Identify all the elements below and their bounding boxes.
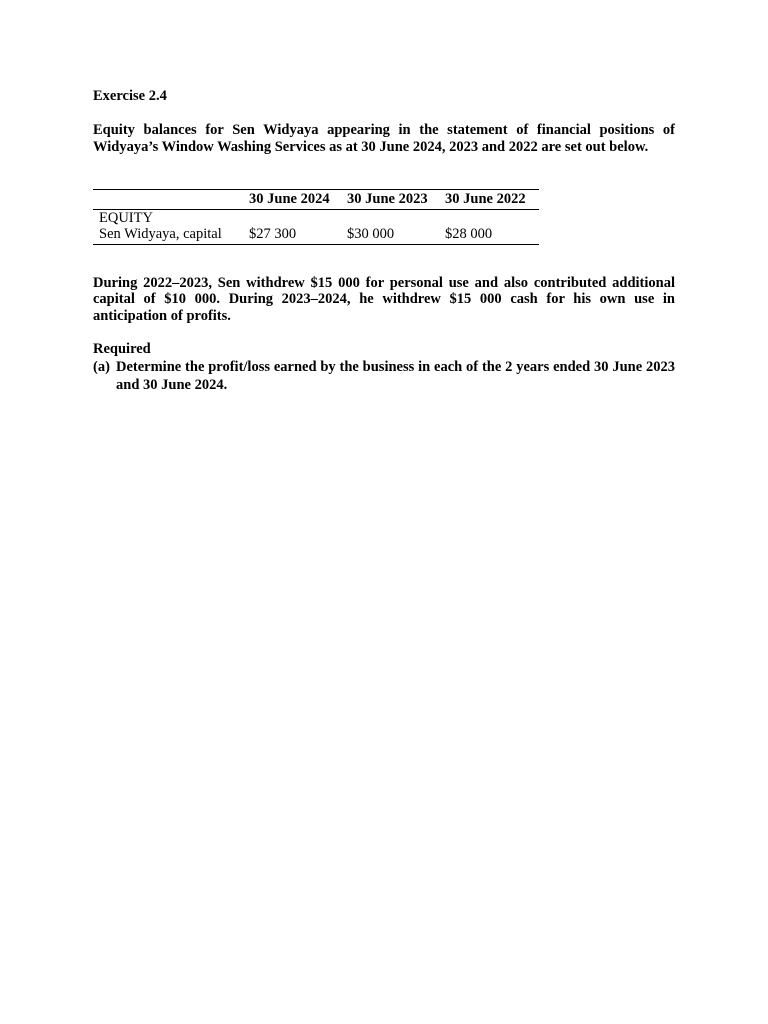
table-section-row <box>93 209 539 226</box>
table-header-2023: 30 June 2023 <box>341 190 439 210</box>
document-page <box>93 88 675 394</box>
required-item <box>93 358 675 394</box>
exercise-title: Exercise 2.4 <box>93 88 167 104</box>
table-row-label: Sen Widyaya, capital <box>93 226 243 244</box>
equity-table <box>93 189 539 245</box>
table-header-2024: 30 June 2024 <box>243 190 341 210</box>
table-cell-2023: $30 000 <box>341 226 439 244</box>
table-cell-2022: $28 000 <box>439 226 539 244</box>
table-section-label: EQUITY <box>99 209 153 226</box>
transactions-paragraph: During 2022–2023, Sen withdrew $15 000 for personal use and also contributed additional capital of $10 000. During 2023–2024, he withdrew $15 000 cash for his own use in anticipation of profits. <box>93 274 675 324</box>
required-item-text: Determine the profit/loss earned by the business in each of the 2 years ended 30 June 2023 and 30 June 2024. <box>116 358 675 393</box>
table-cell-2024: $27 300 <box>243 226 341 244</box>
required-heading: Required <box>93 341 151 357</box>
table-header-2022: 30 June 2022 <box>439 190 539 210</box>
required-item-marker: (a) <box>93 358 110 375</box>
table-header-row <box>93 190 539 210</box>
table-row <box>93 226 539 244</box>
table-header-blank <box>93 190 243 210</box>
exercise-intro: Equity balances for Sen Widyaya appearing in the statement of financial positions of Widyaya’s Window Washing Services as at 30 June 2024, 2023 and 2022 are set out below. <box>93 122 675 155</box>
